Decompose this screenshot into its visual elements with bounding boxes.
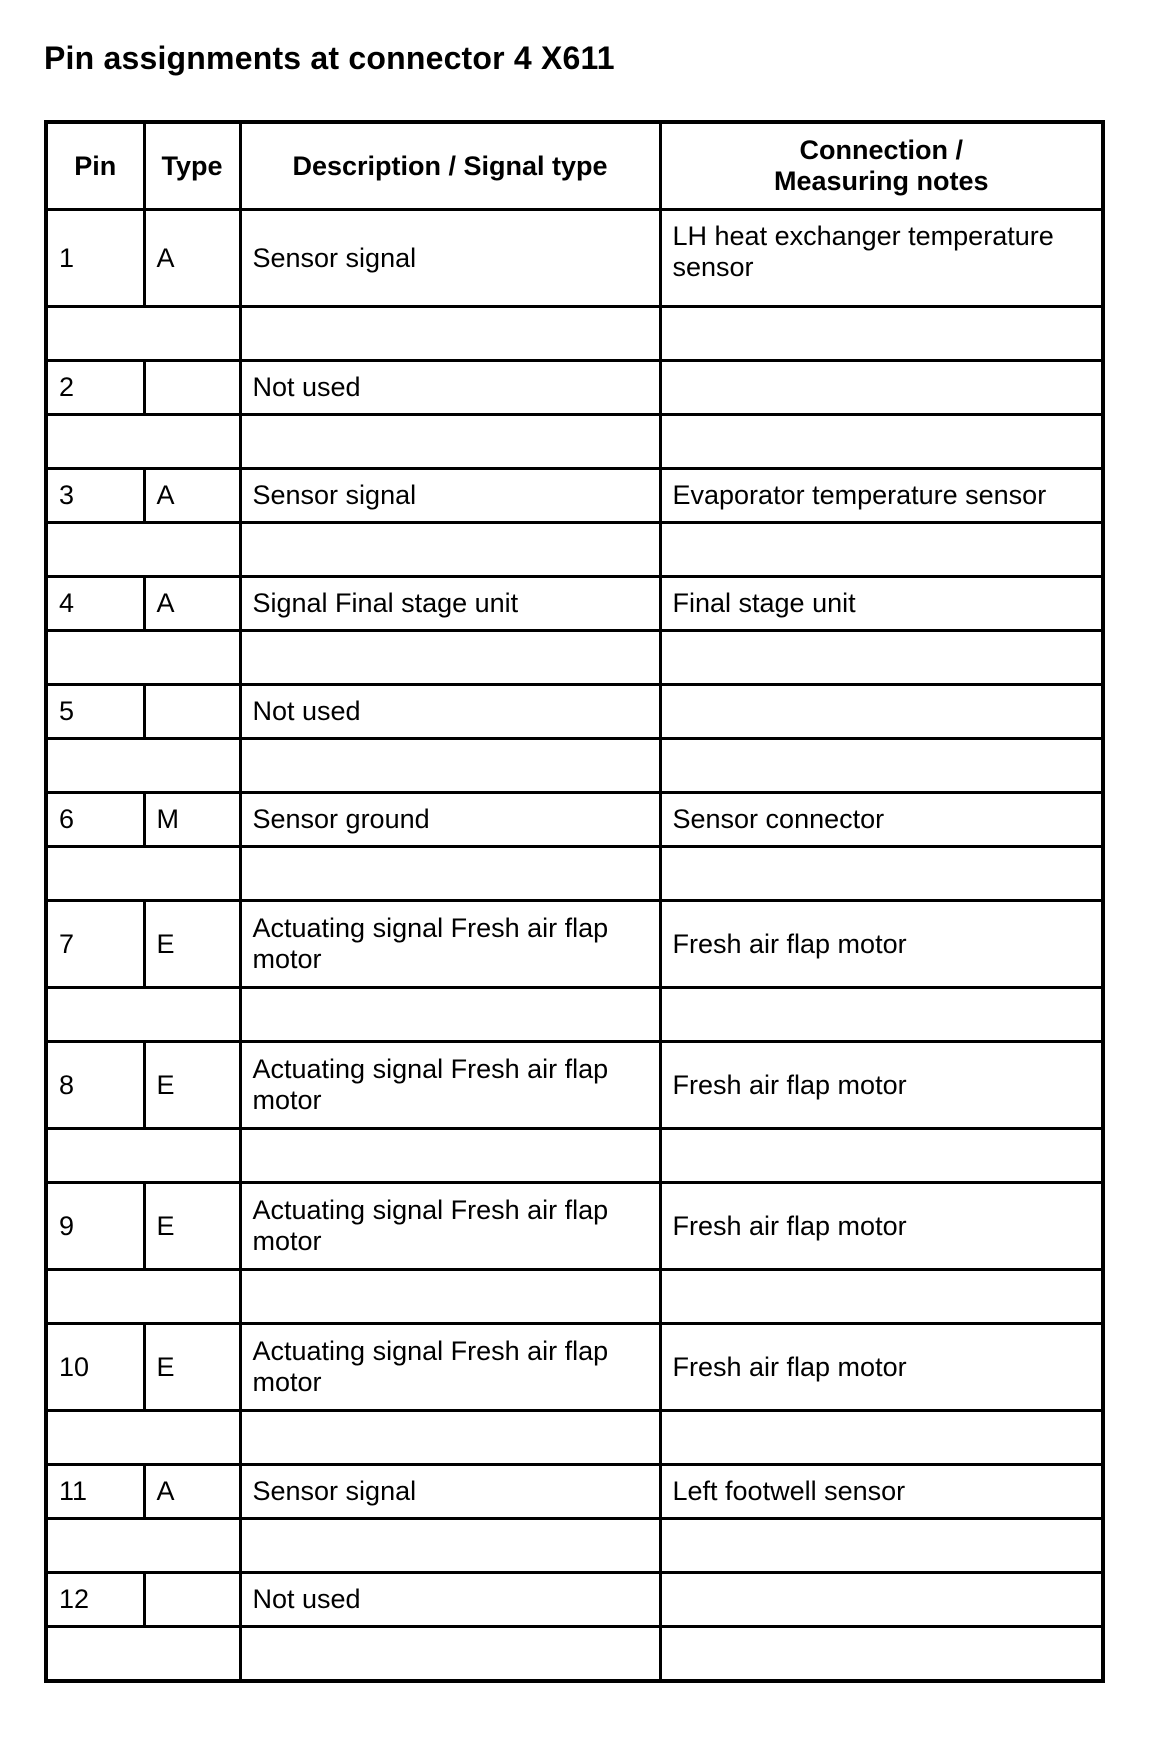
connection-cell: LH heat exchanger temperature sensor [660,210,1103,307]
column-header-connection [660,122,1103,210]
spacer-row [46,307,1103,361]
spacer-cell-pin-type [46,307,240,361]
pin-cell: 12 [46,1573,144,1627]
type-cell [144,361,240,415]
table-row [46,793,1103,847]
spacer-cell-pin-type [46,1129,240,1183]
pin-assignment-table [44,120,1105,1683]
pin-cell: 9 [46,1183,144,1270]
spacer-cell-connection [660,1519,1103,1573]
type-cell: A [144,469,240,523]
type-cell: M [144,793,240,847]
spacer-row [46,847,1103,901]
pin-cell: 3 [46,469,144,523]
connection-cell: Fresh air flap motor [660,1324,1103,1411]
table-row [46,1042,1103,1129]
page-title: Pin assignments at connector 4 X611 [44,40,615,76]
connection-cell: Fresh air flap motor [660,901,1103,988]
description-cell: Sensor signal [240,469,660,523]
description-cell: Signal Final stage unit [240,577,660,631]
spacer-cell-connection [660,1129,1103,1183]
pin-cell: 4 [46,577,144,631]
table-row [46,1183,1103,1270]
connection-cell [660,1573,1103,1627]
description-cell: Actuating signal Fresh air flap motor [240,1042,660,1129]
spacer-cell-description [240,415,660,469]
spacer-row [46,631,1103,685]
connection-cell [660,685,1103,739]
table-row [46,469,1103,523]
spacer-cell-description [240,1411,660,1465]
spacer-cell-connection [660,523,1103,577]
spacer-row [46,1129,1103,1183]
type-cell: A [144,1465,240,1519]
connection-cell: Sensor connector [660,793,1103,847]
type-cell: E [144,1042,240,1129]
spacer-cell-connection [660,1411,1103,1465]
spacer-cell-description [240,988,660,1042]
table-row [46,1573,1103,1627]
column-header-description: Description / Signal type [240,122,660,210]
type-cell [144,1573,240,1627]
spacer-row [46,1519,1103,1573]
pin-cell: 8 [46,1042,144,1129]
connection-cell [660,361,1103,415]
description-cell: Not used [240,361,660,415]
spacer-cell-description [240,1519,660,1573]
spacer-cell-connection [660,307,1103,361]
type-cell: A [144,577,240,631]
description-cell: Actuating signal Fresh air flap motor [240,1324,660,1411]
spacer-cell-description [240,1129,660,1183]
spacer-cell-pin-type [46,847,240,901]
spacer-cell-pin-type [46,1627,240,1682]
description-cell: Actuating signal Fresh air flap motor [240,901,660,988]
spacer-cell-connection [660,631,1103,685]
pin-cell: 10 [46,1324,144,1411]
table-row [46,901,1103,988]
connection-cell: Fresh air flap motor [660,1042,1103,1129]
table-header-row [46,122,1103,210]
type-cell: E [144,901,240,988]
spacer-cell-pin-type [46,1411,240,1465]
description-cell: Sensor signal [240,1465,660,1519]
spacer-cell-pin-type [46,739,240,793]
table-row [46,685,1103,739]
description-cell: Not used [240,685,660,739]
spacer-cell-description [240,739,660,793]
spacer-row [46,1411,1103,1465]
description-cell: Not used [240,1573,660,1627]
table-row [46,1324,1103,1411]
spacer-cell-pin-type [46,1270,240,1324]
spacer-cell-description [240,307,660,361]
description-cell: Actuating signal Fresh air flap motor [240,1183,660,1270]
column-header-pin: Pin [46,122,144,210]
connection-cell: Left footwell sensor [660,1465,1103,1519]
spacer-cell-pin-type [46,523,240,577]
connection-cell: Evaporator temperature sensor [660,469,1103,523]
spacer-row [46,988,1103,1042]
spacer-row [46,739,1103,793]
table-row [46,361,1103,415]
pin-cell: 6 [46,793,144,847]
table-row [46,1465,1103,1519]
spacer-cell-connection [660,847,1103,901]
spacer-cell-description [240,1270,660,1324]
type-cell [144,685,240,739]
pin-cell: 2 [46,361,144,415]
pin-cell: 1 [46,210,144,307]
spacer-row [46,1270,1103,1324]
spacer-row [46,1627,1103,1682]
spacer-cell-pin-type [46,1519,240,1573]
type-cell: A [144,210,240,307]
table-row [46,577,1103,631]
spacer-cell-connection [660,739,1103,793]
type-cell: E [144,1183,240,1270]
type-cell: E [144,1324,240,1411]
column-header-type: Type [144,122,240,210]
description-cell: Sensor ground [240,793,660,847]
spacer-cell-pin-type [46,988,240,1042]
column-header-connection-text: Connection / Measuring notes [773,135,989,196]
table-body [46,210,1103,1682]
spacer-cell-description [240,631,660,685]
spacer-cell-connection [660,1627,1103,1682]
connection-cell: Final stage unit [660,577,1103,631]
spacer-cell-description [240,523,660,577]
spacer-cell-pin-type [46,415,240,469]
connection-cell: Fresh air flap motor [660,1183,1103,1270]
spacer-cell-connection [660,988,1103,1042]
pin-cell: 11 [46,1465,144,1519]
pin-cell: 7 [46,901,144,988]
table-row [46,210,1103,307]
spacer-cell-connection [660,1270,1103,1324]
description-cell: Sensor signal [240,210,660,307]
spacer-cell-description [240,1627,660,1682]
spacer-cell-description [240,847,660,901]
pin-cell: 5 [46,685,144,739]
spacer-cell-connection [660,415,1103,469]
spacer-cell-pin-type [46,631,240,685]
spacer-row [46,415,1103,469]
spacer-row [46,523,1103,577]
